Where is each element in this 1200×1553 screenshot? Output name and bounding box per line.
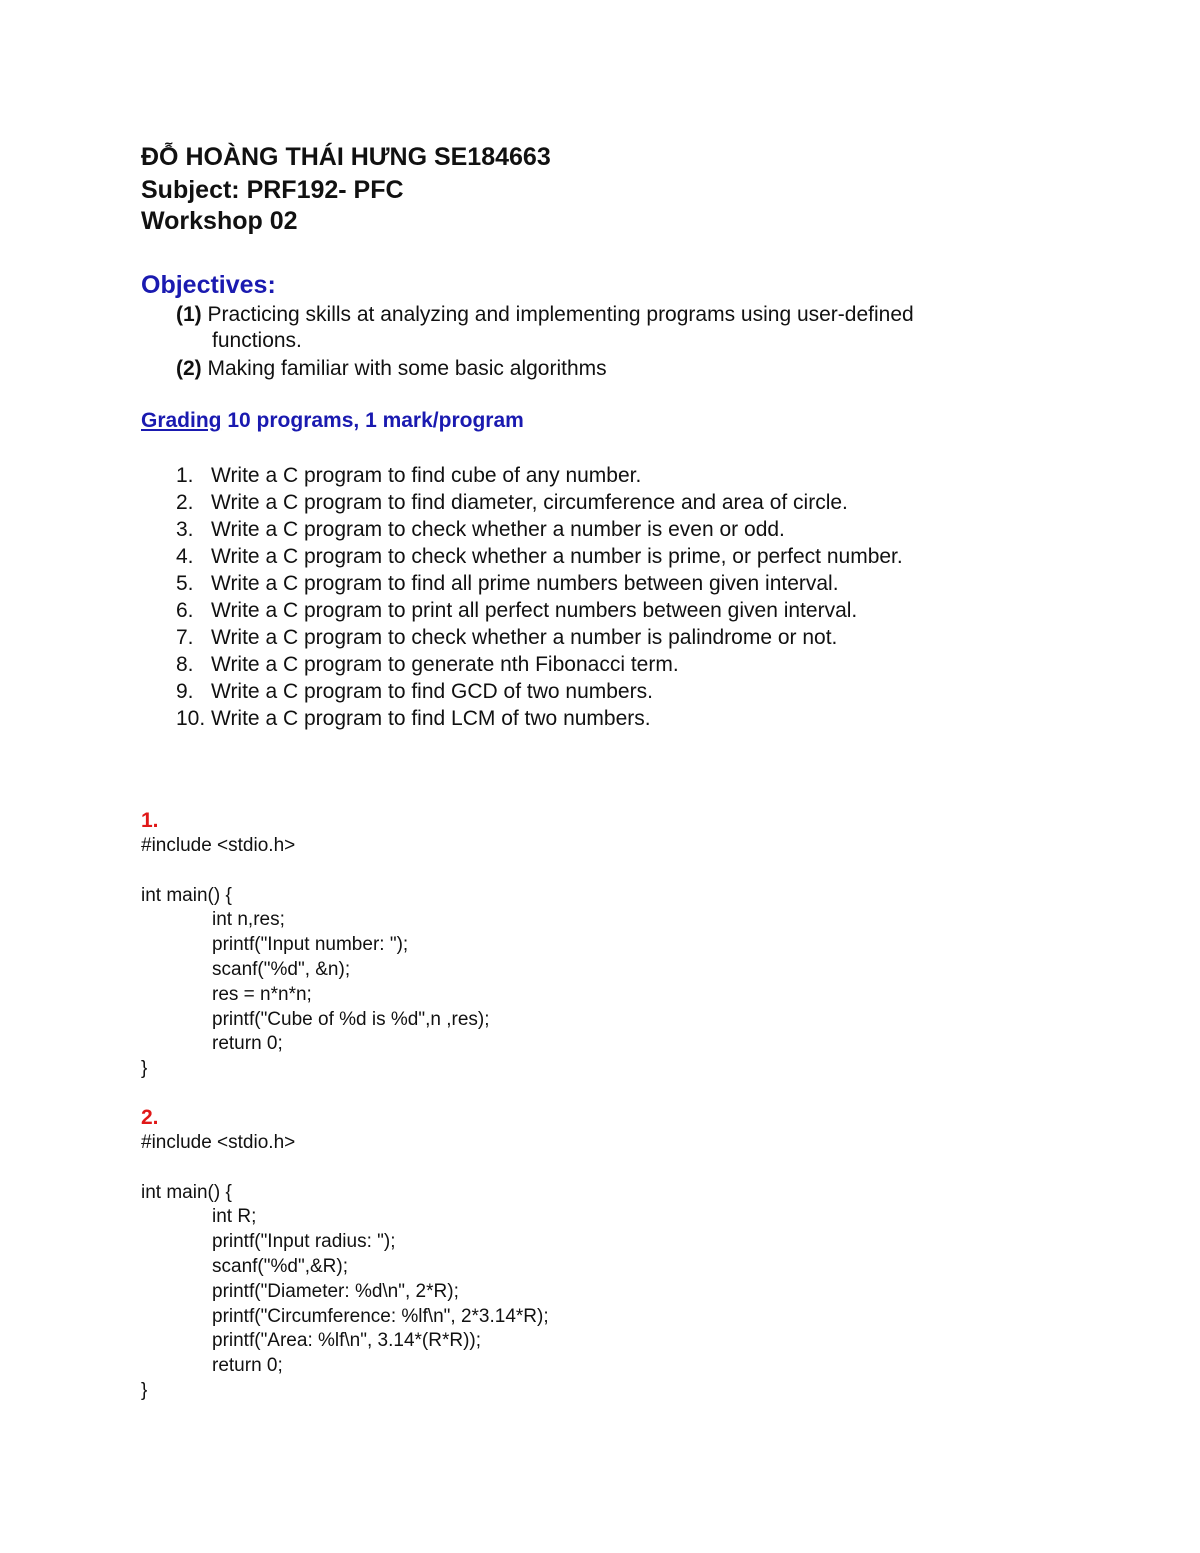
- code-line: printf("Area: %lf\n", 3.14*(R*R));: [212, 1330, 482, 1351]
- code-line: scanf("%d",&R);: [212, 1256, 348, 1277]
- task-number: 4.: [176, 545, 194, 568]
- objective-item-2: [176, 356, 1036, 382]
- task-number: 10.: [176, 707, 206, 730]
- solution-number: 1.: [141, 809, 159, 832]
- code-line: res = n*n*n;: [212, 984, 312, 1005]
- code-line: int R;: [212, 1206, 257, 1227]
- code-line: return 0;: [212, 1355, 283, 1376]
- task-text: Write a C program to print all perfect numbers between given interval.: [211, 599, 858, 622]
- task-number: 6.: [176, 599, 194, 622]
- task-number: 1.: [176, 464, 194, 487]
- code-line: int main() {: [141, 885, 232, 906]
- code-line: #include <stdio.h>: [141, 1132, 296, 1153]
- subject-heading: Subject: PRF192- PFC: [141, 176, 404, 204]
- solution-number: 2.: [141, 1106, 159, 1129]
- grading-label: Grading: [141, 409, 222, 432]
- code-line: }: [141, 1380, 148, 1401]
- task-number: 2.: [176, 491, 194, 514]
- task-text: Write a C program to find all prime numbers between given interval.: [211, 572, 839, 595]
- code-line: printf("Cube of %d is %d",n ,res);: [212, 1009, 490, 1030]
- grading-line: [141, 408, 524, 434]
- task-text: Write a C program to check whether a number is palindrome or not.: [211, 626, 838, 649]
- task-text: Write a C program to find LCM of two numbers.: [211, 707, 651, 730]
- task-number: 7.: [176, 626, 194, 649]
- code-line: return 0;: [212, 1033, 283, 1054]
- objective-number: (1): [176, 303, 202, 326]
- objectives-title: Objectives:: [141, 271, 276, 299]
- code-line: int n,res;: [212, 909, 285, 930]
- task-text: Write a C program to find diameter, circumference and area of circle.: [211, 491, 848, 514]
- code-line: printf("Diameter: %d\n", 2*R);: [212, 1281, 459, 1302]
- code-line: printf("Circumference: %lf\n", 2*3.14*R);: [212, 1306, 549, 1327]
- objective-number: (2): [176, 357, 202, 380]
- code-line: #include <stdio.h>: [141, 835, 296, 856]
- task-text: Write a C program to find GCD of two numbers.: [211, 680, 653, 703]
- objective-text: Practicing skills at analyzing and implementing programs using user-defined: [201, 303, 914, 326]
- code-line: printf("Input radius: ");: [212, 1231, 396, 1252]
- objective-text: Making familiar with some basic algorithms: [201, 357, 607, 380]
- task-number: 3.: [176, 518, 194, 541]
- task-number: 8.: [176, 653, 194, 676]
- student-name-heading: ĐỖ HOÀNG THÁI HƯNG SE184663: [141, 143, 551, 171]
- task-text: Write a C program to find cube of any number.: [211, 464, 642, 487]
- code-line: int main() {: [141, 1182, 232, 1203]
- grading-text: 10 programs, 1 mark/program: [221, 409, 524, 432]
- workshop-heading: Workshop 02: [141, 207, 298, 235]
- task-text: Write a C program to check whether a number is even or odd.: [211, 518, 785, 541]
- code-line: scanf("%d", &n);: [212, 959, 351, 980]
- code-line: printf("Input number: ");: [212, 934, 409, 955]
- code-line: }: [141, 1058, 148, 1079]
- task-text: Write a C program to check whether a number is prime, or perfect number.: [211, 545, 903, 568]
- task-number: 9.: [176, 680, 194, 703]
- objective-item-1: [176, 302, 1036, 328]
- task-text: Write a C program to generate nth Fibonacci term.: [211, 653, 679, 676]
- task-number: 5.: [176, 572, 194, 595]
- objective-item-1-continued: functions.: [212, 329, 302, 352]
